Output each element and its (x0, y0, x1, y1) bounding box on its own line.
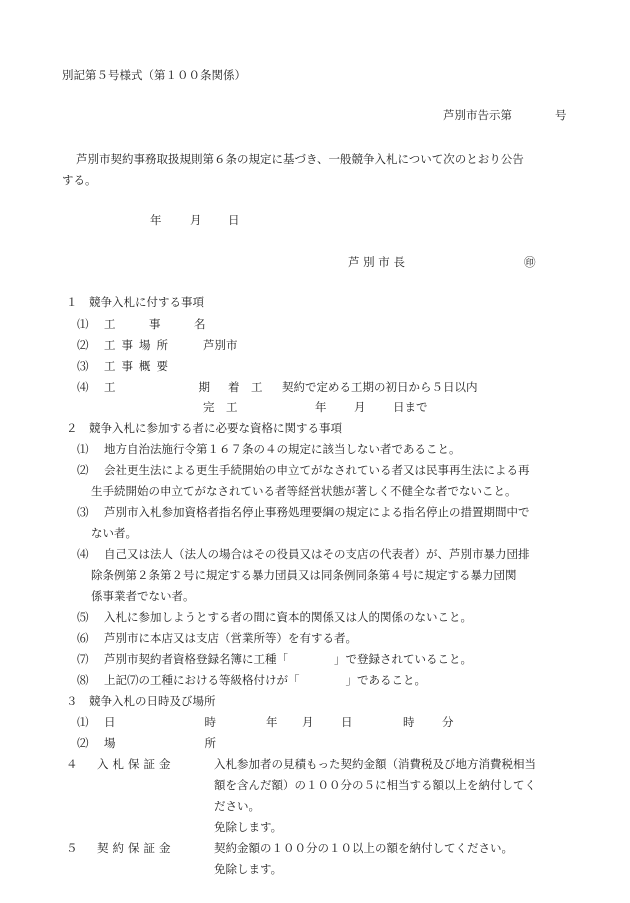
s2-item1-line: 地方自治法施行令第１６７条の４の規定に該当しない者であること。 (104, 442, 461, 456)
s5-exempt: 免除します。 (214, 862, 283, 876)
s1-period-end-day: 日まで (393, 400, 428, 414)
s2-item8-num: ⑻ (77, 673, 89, 687)
date-year: 年 (150, 213, 162, 227)
form-label: 別記第５号様式（第１００条関係） (62, 68, 246, 82)
s2-item5-num: ⑸ (77, 610, 89, 624)
s3-datetime-day: 日 (341, 715, 353, 729)
s3-datetime-month: 月 (302, 715, 314, 729)
s1-item2-value: 芦別市 (203, 338, 238, 352)
mayor-title: 芦 別 市 長 (348, 255, 405, 269)
s3-datetime-num: ⑴ (77, 715, 89, 729)
section3-title: ３ 競争入札の日時及び場所 (66, 694, 216, 708)
s1-item3-num: ⑶ (77, 359, 89, 373)
s3-place-num: ⑵ (77, 736, 89, 750)
s4-line: 入札参加者の見積もった契約金額（消費税及び地方消費税相当 (214, 757, 536, 771)
date-month: 月 (190, 213, 202, 227)
s3-datetime-label: 日 時 (104, 715, 238, 729)
section4-title: ４ 入札保証金 (66, 757, 175, 771)
s1-item1-label: 工 事 名 (104, 317, 217, 331)
s3-datetime-year: 年 (266, 715, 278, 729)
s1-period-end-label: 完 工 (203, 400, 238, 414)
s2-item4-line: 除条例第２条第２号に規定する暴力団員又は同条例同条第４号に規定する暴力団関 (91, 568, 517, 582)
s1-item3-label: 工事概要 (104, 359, 174, 373)
s1-item2-label: 工事場所 (104, 338, 174, 352)
s1-period-start-label: 着 工 (228, 380, 263, 394)
s1-period-end-year: 年 (315, 400, 327, 414)
seal-mark: ㊞ (524, 255, 536, 269)
s3-datetime-hour: 時 (403, 715, 415, 729)
s2-item2-num: ⑵ (77, 463, 89, 477)
date-day: 日 (228, 213, 240, 227)
section5-title: ５ 契約保証金 (66, 841, 175, 855)
s2-item4-line: 係事業者でない者。 (91, 589, 195, 603)
s4-line: 額を含んだ額）の１００分の５に相当する額以上を納付してく (214, 778, 536, 792)
s1-period-end-month: 月 (354, 400, 366, 414)
notice-suffix: 号 (555, 108, 567, 122)
s2-item2-line: 会社更生法による更生手続開始の申立てがなされている者又は民事再生法による再 (104, 463, 530, 477)
s1-item2-num: ⑵ (77, 338, 89, 352)
s2-item6-num: ⑹ (77, 631, 89, 645)
s2-item1-num: ⑴ (77, 442, 89, 456)
s1-period-label: 工 期 (104, 380, 230, 394)
notice-label: 芦別市告示第 (443, 108, 512, 122)
s4-line: ださい。 (214, 799, 260, 813)
s5-line: 契約金額の１００分の１０以上の額を納付してください。 (214, 841, 513, 855)
s3-place-label: 場 所 (104, 736, 238, 750)
s1-period-start-value: 契約で定める工期の初日から５日以内 (282, 380, 478, 394)
s1-item4-num: ⑷ (77, 380, 89, 394)
section1-title: １ 競争入札に付する事項 (66, 295, 204, 309)
s2-item7-num: ⑺ (77, 652, 89, 666)
s3-datetime-minute: 分 (442, 715, 454, 729)
intro-line-2: する。 (62, 173, 97, 187)
s2-item3-num: ⑶ (77, 505, 89, 519)
s2-item6-line: 芦別市に本店又は支店（営業所等）を有する者。 (104, 631, 357, 645)
s2-item7-line: 芦別市契約者資格登録名簿に工種「 」で登録されていること。 (104, 652, 472, 666)
s4-exempt: 免除します。 (214, 820, 283, 834)
s2-item3-line: ない者。 (91, 526, 137, 540)
intro-line-1: 芦別市契約事務取扱規則第６条の規定に基づき、一般競争入札について次のとおり公告 (76, 152, 524, 166)
s2-item3-line: 芦別市入札参加資格者指名停止事務処理要綱の規定による指名停止の措置期間中で (104, 505, 530, 519)
s2-item2-line: 生手続開始の申立てがなされている者等経営状態が著しく不健全な者でないこと。 (91, 484, 517, 498)
s1-item1-num: ⑴ (77, 317, 89, 331)
s2-item4-line: 自己又は法人（法人の場合はその役員又はその支店の代表者）が、芦別市暴力団排 (104, 547, 530, 561)
section2-title: ２ 競争入札に参加する者に必要な資格に関する事項 (66, 421, 342, 435)
s2-item5-line: 入札に参加しようとする者の間に資本的関係又は人的関係のないこと。 (104, 610, 472, 624)
s2-item8-line: 上記⑺の工種における等級格付けが「 」であること。 (104, 673, 426, 687)
s2-item4-num: ⑷ (77, 547, 89, 561)
